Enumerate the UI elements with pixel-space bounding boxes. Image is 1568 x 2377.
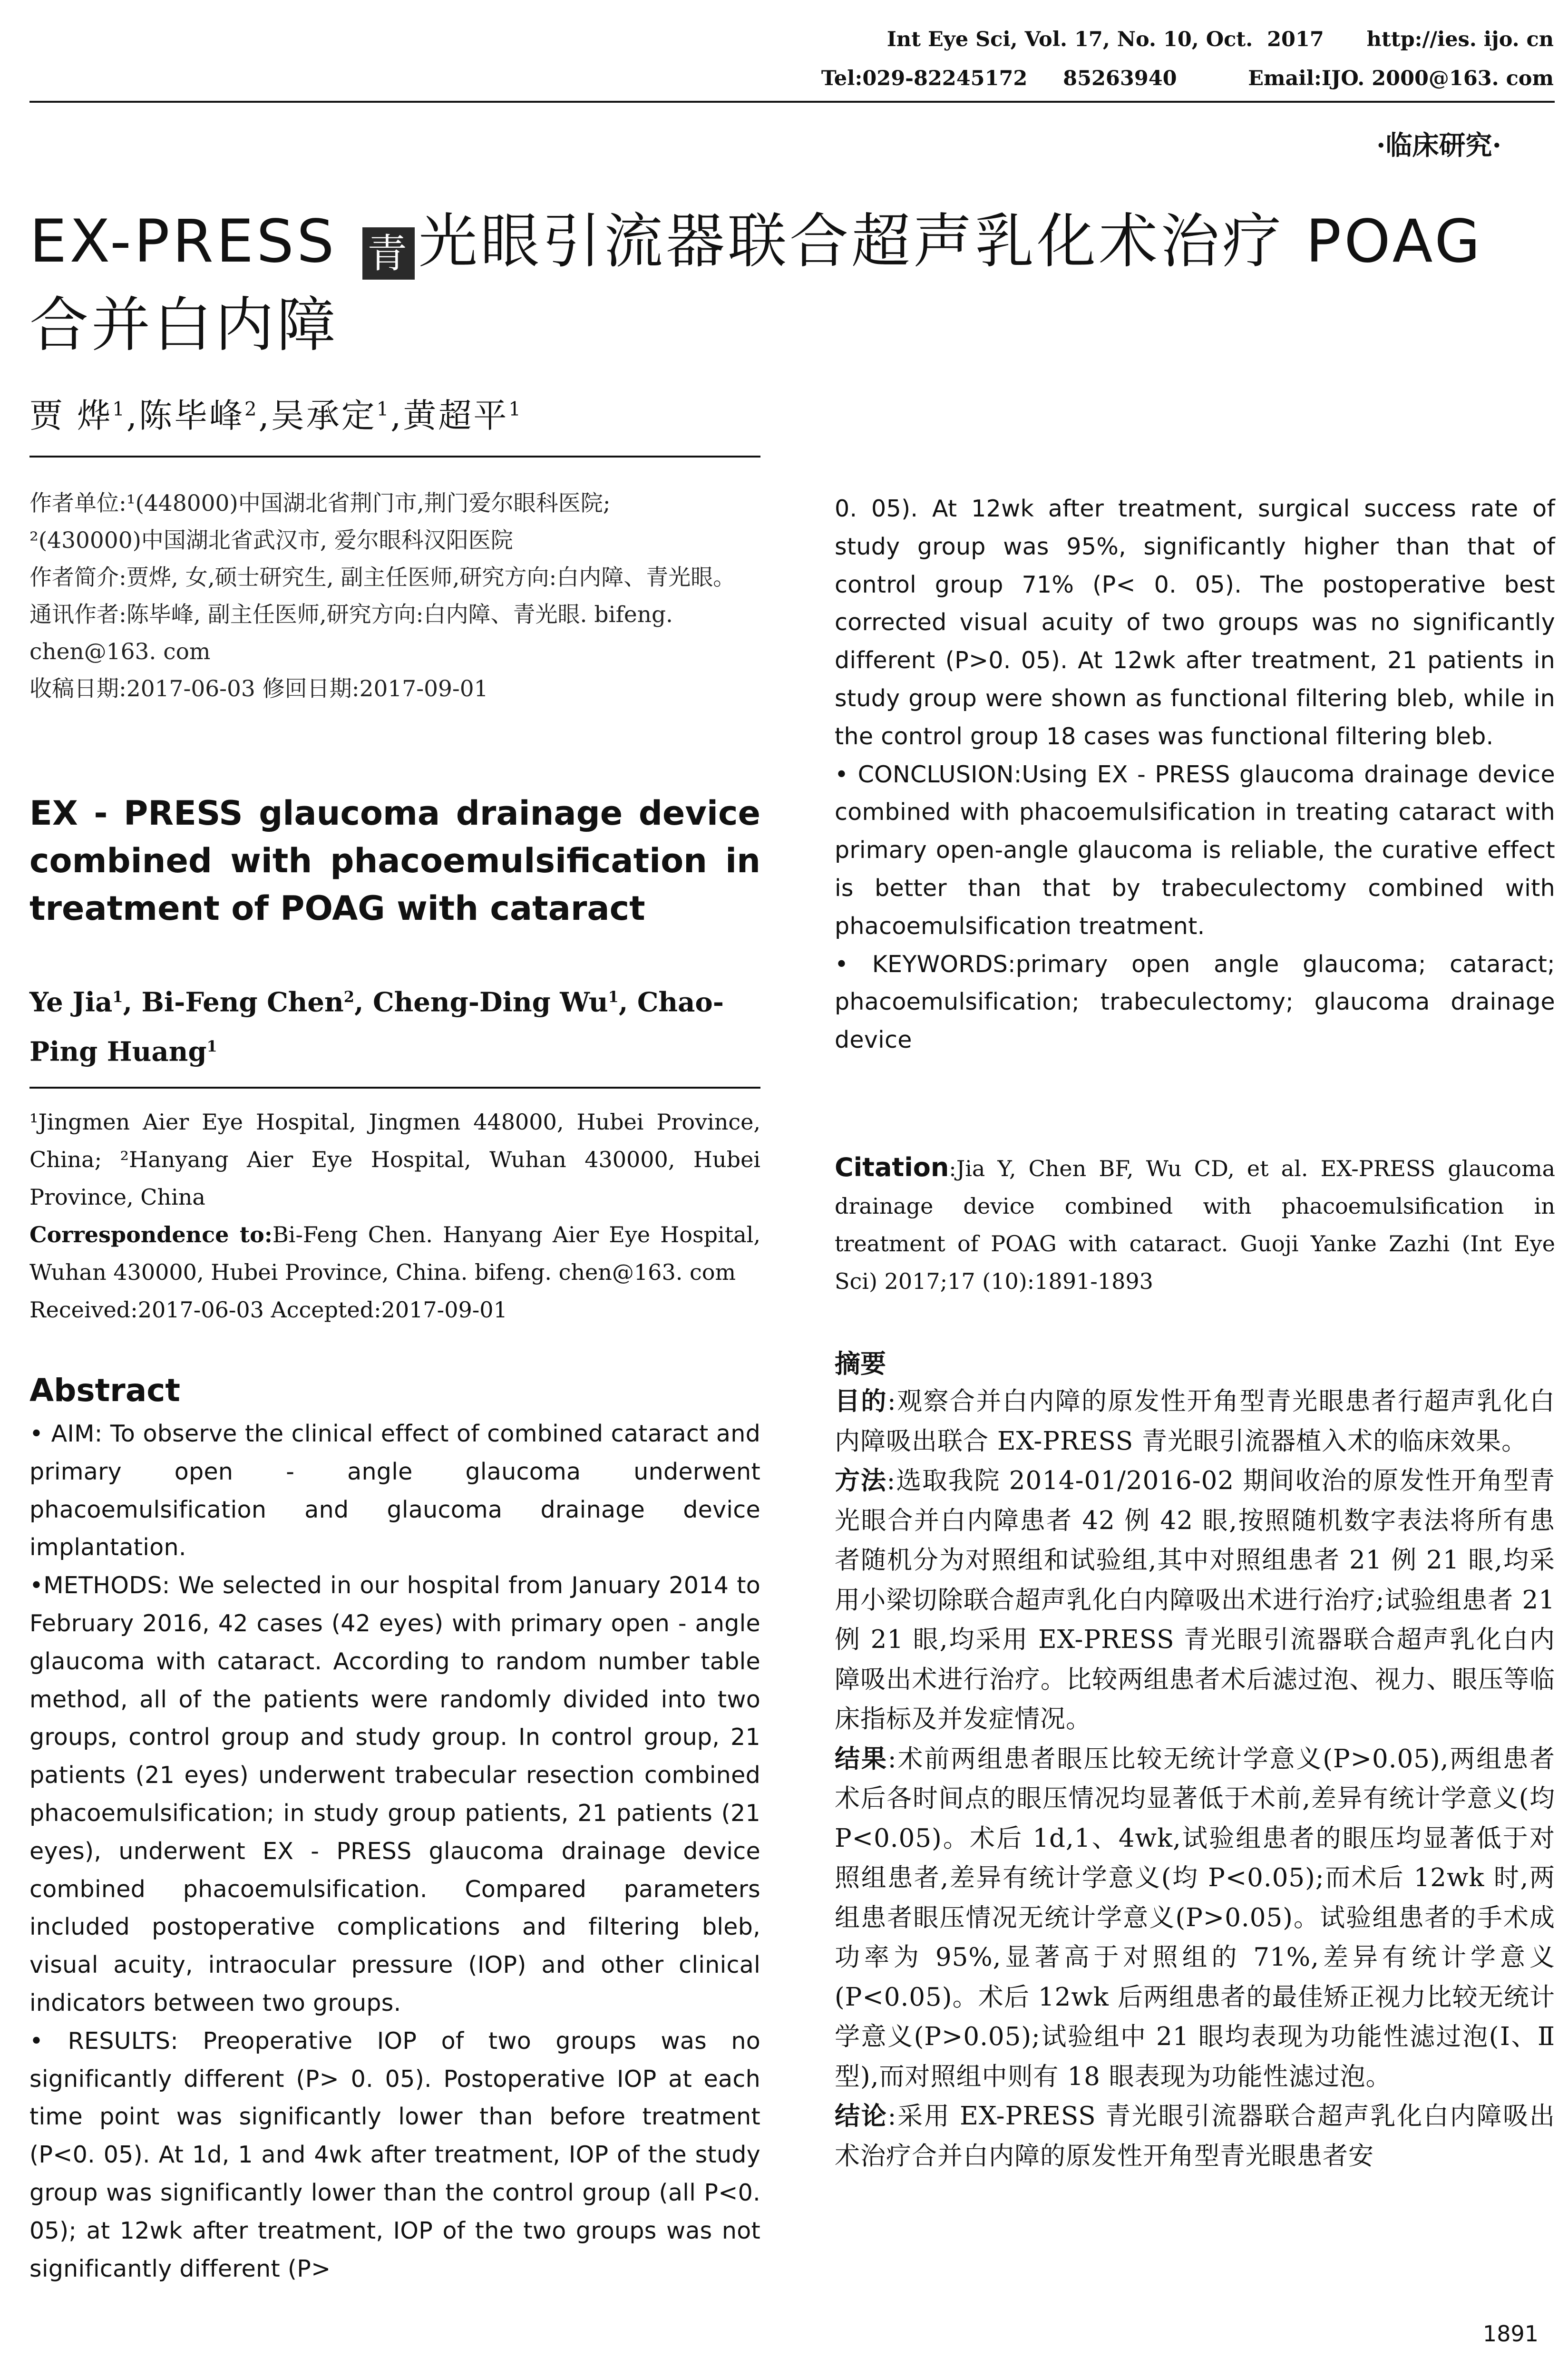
results-label: RESULTS: bbox=[68, 2027, 179, 2055]
citation-label: Citation bbox=[835, 1152, 949, 1182]
author-name: , Cheng-Ding Wu bbox=[354, 986, 608, 1018]
cn-conclusion-text: :采用 EX-PRESS 青光眼引流器联合超声乳化白内障吸出术治疗合并白内障的原发性开角型青光眼患者安 bbox=[835, 2102, 1555, 2171]
abstract-body-left bbox=[29, 1415, 760, 2288]
unit-line-1: 作者单位:¹(448000)中国湖北省荆门市,荆门爱尔眼科医院; bbox=[29, 490, 611, 516]
correspondence-text: Bi-Feng Chen. Hanyang Aier Eye Hospital, Wuhan 430000, Hubei Province, China. bifeng. chen@163. com bbox=[29, 1222, 761, 1285]
abstract-keywords: • KEYWORDS:primary open angle glaucoma; cataract; phacoemulsification; trabeculectomy; glaucoma drainage device bbox=[835, 950, 1555, 1054]
methods-text: We selected in our hospital from January 2014 to February 2016, 42 cases (42 eyes) with primary open - angle glaucoma with cataract. According to random number table method, all of the patients were randomly divided into two groups, control group and study group. In control group, 21 patients (21 eyes) underwent trabecular resection combined phacoemulsification; in study group patients, 21 patients (21 eyes), underwent EX - PRESS glaucoma drainage device combined phacoemulsification. Compared parameters included postoperative complications and filtering bleb, visual acuity, intraocular pressure (IOP) and other clinical indicators between two groups. bbox=[29, 1572, 760, 2017]
affiliation-en bbox=[29, 1103, 760, 1329]
author-sup: 1 bbox=[376, 398, 391, 420]
authors-en bbox=[29, 975, 760, 1073]
conclusion-label: CONCLUSION: bbox=[857, 760, 1022, 788]
author-name: Ye Jia bbox=[29, 986, 113, 1018]
author-sup: 2 bbox=[244, 398, 259, 420]
cn-aim-text: :观察合并白内障的原发性开角型青光眼患者行超声乳化白内障吸出联合 EX-PRESS 青光眼引流器植入术的临床效果。 bbox=[835, 1387, 1555, 1456]
authors-cn bbox=[29, 389, 523, 437]
article-title-cn bbox=[29, 200, 1542, 367]
title-part-1: EX-PRESS bbox=[29, 207, 359, 276]
correspondence-label: Correspondence to: bbox=[29, 1222, 273, 1247]
author-name: ,吴承定 bbox=[258, 396, 377, 435]
section-label: ·临床研究· bbox=[1376, 130, 1501, 161]
citation bbox=[835, 1149, 1555, 1300]
abstract-body-cn bbox=[835, 1382, 1555, 2176]
aim-text: To observe the clinical effect of combined cataract and primary open - angle glaucoma underwent phacoemulsification and glaucoma drainage device implantation. bbox=[29, 1420, 760, 1561]
unit-line-2: ²(430000)中国湖北省武汉市, 爱尔眼科汉阳医院 bbox=[29, 527, 513, 554]
abstract-methods: •METHODS: We selected in our hospital from January 2014 to February 2016, 42 cases (42 eyes) with primary open - angle glaucoma with cataract. According to random number table method, all of the patients were randomly divided into two groups, control group and study group. In control group, 21 patients (21 eyes) underwent trabecular resection combined phacoemulsification; in study group patients, 21 patients (21 eyes), underwent EX - PRESS glaucoma drainage device combined phacoemulsification. Compared parameters included postoperative complications and filtering bleb, visual acuity, intraocular pressure (IOP) and other clinical indicators between two groups. bbox=[29, 1572, 760, 2017]
abstract-heading-cn: 摘要 bbox=[835, 1349, 886, 1379]
journal-header: Int Eye Sci, Vol. 17, No. 10, Oct. 2017 http://ies. ijo. cn bbox=[886, 28, 1554, 51]
author-name: ,陈毕峰 bbox=[126, 396, 244, 435]
affiliation-rule bbox=[29, 1087, 760, 1089]
correspondence-en bbox=[29, 1216, 760, 1291]
author-bio: 作者简介:贾烨, 女,硕士研究生, 副主任医师,研究方向:白内障、青光眼。 bbox=[29, 565, 736, 591]
abstract-aim: • AIM: To observe the clinical effect of combined cataract and primary open - angle glaucoma underwent phacoemulsification and glaucoma drainage device implantation. bbox=[29, 1420, 760, 1561]
authors-rule bbox=[29, 456, 760, 458]
cn-conclusion-label: 结论 bbox=[835, 2102, 888, 2131]
author-sup: 1 bbox=[608, 988, 619, 1006]
author-sup: 1 bbox=[112, 988, 123, 1006]
author-name: ,黄超平 bbox=[390, 396, 509, 435]
affiliation-text: ¹Jingmen Aier Eye Hospital, Jingmen 448000, Hubei Province, China; ²Hanyang Aier Eye Hospital, Wuhan 430000, Hubei Province, China bbox=[29, 1109, 760, 1210]
author-sup: 1 bbox=[206, 1037, 217, 1055]
abstract-body-right bbox=[835, 490, 1555, 1059]
author-info-cn bbox=[29, 485, 760, 708]
author-sup: 2 bbox=[343, 988, 354, 1006]
abstract-conclusion: • CONCLUSION:Using EX - PRESS glaucoma drainage device combined with phacoemulsification in treating cataract with primary open-angle glaucoma is reliable, the curative effect is better than that by trabeculectomy combined with phacoemulsification treatment. bbox=[835, 760, 1556, 940]
methods-label: METHODS: bbox=[43, 1572, 170, 1599]
title-highlighted-glyph: 青 bbox=[362, 227, 415, 280]
page-number: 1891 bbox=[1482, 2321, 1539, 2347]
cn-conclusion bbox=[835, 2096, 1555, 2176]
author-sup: 1 bbox=[508, 398, 523, 420]
keywords-label: KEYWORDS: bbox=[872, 950, 1016, 978]
abstract-results: • RESULTS: Preoperative IOP of two groups was no significantly different (P> 0. 05). Postoperative IOP at each time point was significantly lower than before treatment (P<0. 05). At 1d, 1 and 4wk after treatment, IOP of the study group was significantly lower than the control group (all P<0. 05); at 12wk after treatment, IOP of the two groups was not significantly different (P> bbox=[29, 2027, 761, 2282]
header-rule bbox=[29, 101, 1555, 103]
author-name: 贾 烨 bbox=[29, 396, 113, 435]
citation-text: :Jia Y, Chen BF, Wu CD, et al. EX-PRESS glaucoma drainage device combined with phacoemulsification in treatment of POAG with cataract. Guoji Yanke Zazhi (Int Eye Sci) 2017;17 (10):1891-1893 bbox=[835, 1156, 1555, 1294]
abstract-results-cont bbox=[835, 490, 1555, 756]
results-text-right: 0. 05). At 12wk after treatment, surgical success rate of study group was 95%, significantly higher than that of control group 71% (P< 0. 05). The postoperative best corrected visual acuity of two groups was no significantly different (P>0. 05). At 12wk after treatment, 21 patients in study group were shown as functional filtering bleb, while in the control group 18 cases was functional filtering bleb. bbox=[835, 495, 1555, 750]
cn-methods bbox=[835, 1461, 1555, 1739]
title-part-2: 光眼引流器联合超声乳化术治疗 POAG 合并白内障 bbox=[29, 207, 1483, 360]
cn-methods-label: 方法 bbox=[835, 1466, 887, 1495]
author-name: , Bi-Feng Chen bbox=[123, 986, 344, 1018]
dates-cn: 收稿日期:2017-06-03 修回日期:2017-09-01 bbox=[29, 676, 488, 702]
cn-results-label: 结果 bbox=[835, 1744, 888, 1773]
cn-aim bbox=[835, 1382, 1555, 1461]
journal-contact: Tel:029-82245172 85263940 Email:IJO. 2000@163. com bbox=[821, 67, 1554, 90]
conclusion-text: Using EX - PRESS glaucoma drainage device combined with phacoemulsification in treating cataract with primary open-angle glaucoma is reliable, the curative effect is better than that by trabeculectomy combined with phacoemulsification treatment. bbox=[835, 760, 1556, 940]
keywords-text: primary open angle glaucoma; cataract; phacoemulsification; trabeculectomy; glaucoma drainage device bbox=[835, 950, 1555, 1054]
aim-label: AIM: bbox=[51, 1420, 103, 1447]
abstract-heading: Abstract bbox=[29, 1372, 180, 1409]
article-title-en: EX - PRESS glaucoma drainage device combined with phacoemulsification in treatment of POAG with cataract bbox=[29, 794, 760, 928]
corresponding-author: 通讯作者:陈毕峰, 副主任医师,研究方向:白内障、青光眼. bifeng. chen@163. com bbox=[29, 602, 673, 665]
dates-en: Received:2017-06-03 Accepted:2017-09-01 bbox=[29, 1297, 507, 1323]
cn-results-text: :术前两组患者眼压比较无统计学意义(P>0.05),两组患者术后各时间点的眼压情况均显著低于术前,差异有统计学意义(均 P<0.05)。术后 1d,1、4wk,试验组患者的眼压均显著低于对照组患者,差异有统计学意义(均 P<0.05);而术后 12wk 时,两组患者眼压情况无统计学意义(P>0.05)。试验组患者的手术成功率为 95%,显著高于对照组的 71%,差异有统计学意义(P<0.05)。术后 12wk 后两组患者的最佳矫正视力比较无统计学意义(P>0.05);试验组中 21 眼均表现为功能性滤过泡(Ⅰ、Ⅱ型),而对照组中则有 18 眼表现为功能性滤过泡。 bbox=[835, 1744, 1556, 2091]
results-text-left: Preoperative IOP of two groups was no significantly different (P> 0. 05). Postoperative IOP at each time point was significantly lower than before treatment (P<0. 05). At 1d, 1 and 4wk after treatment, IOP of the study group was significantly lower than the control group (all P<0. 05); at 12wk after treatment, IOP of the two groups was not significantly different (P> bbox=[29, 2027, 761, 2282]
author-name: , Chao-Ping Huang bbox=[29, 986, 724, 1068]
cn-methods-text: :选取我院 2014-01/2016-02 期间收治的原发性开角型青光眼合并白内障患者 42 例 42 眼,按照随机数字表法将所有患者随机分为对照组和试验组,其中对照组患者 21 例 21 眼,均采用小梁切除联合超声乳化白内障吸出术进行治疗;试验组患者 21 例 21 眼,均采用 EX-PRESS 青光眼引流器联合超声乳化白内障吸出术进行治疗。比较两组患者术后滤过泡、视力、眼压等临床指标及并发症情况。 bbox=[835, 1466, 1555, 1734]
author-sup: 1 bbox=[112, 398, 127, 420]
cn-aim-label: 目的 bbox=[835, 1387, 887, 1416]
cn-results bbox=[835, 1739, 1555, 2097]
